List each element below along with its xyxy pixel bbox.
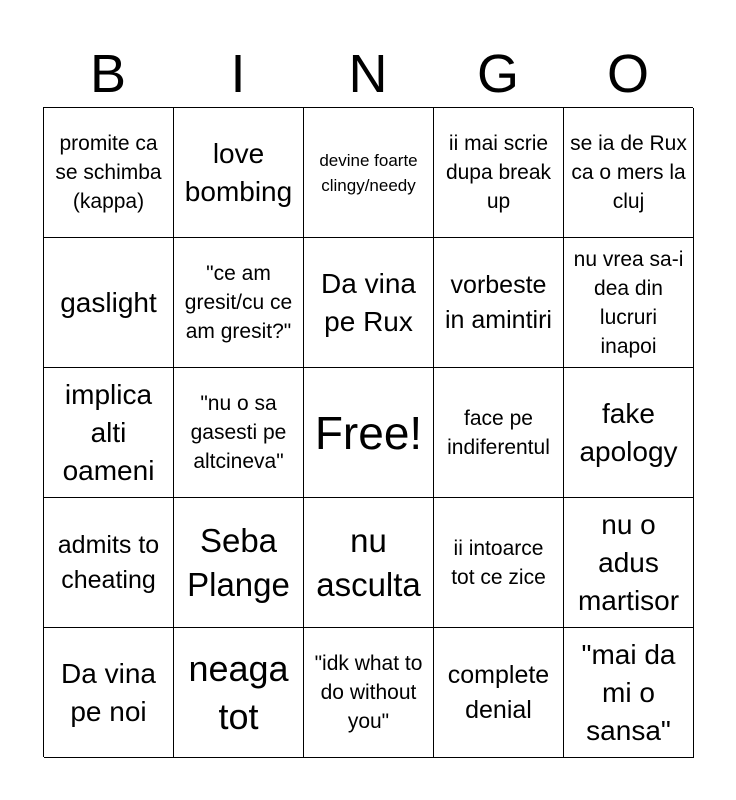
bingo-cell[interactable]: nu o adus martisor — [564, 498, 694, 628]
bingo-cell[interactable]: "idk what to do without you" — [304, 628, 434, 758]
bingo-cell[interactable]: Da vina pe Rux — [304, 238, 434, 368]
header-letter-b: B — [89, 44, 127, 104]
bingo-header — [43, 40, 693, 108]
bingo-cell[interactable]: "ce am gresit/cu ce am gresit?" — [174, 238, 304, 368]
bingo-cell[interactable]: Seba Plange — [174, 498, 304, 628]
bingo-cell[interactable]: devine foarte clingy/needy — [304, 108, 434, 238]
bingo-cell[interactable]: "nu o sa gasesti pe altcineva" — [174, 368, 304, 498]
bingo-cell[interactable]: nu asculta — [304, 498, 434, 628]
bingo-cell[interactable]: gaslight — [44, 238, 174, 368]
bingo-cell[interactable]: admits to cheating — [44, 498, 174, 628]
header-letter-o: O — [606, 44, 649, 104]
bingo-cell[interactable]: Da vina pe noi — [44, 628, 174, 758]
bingo-cell[interactable]: nu vrea sa-i dea din lucruri inapoi — [564, 238, 694, 368]
bingo-cell[interactable]: "mai da mi o sansa" — [564, 628, 694, 758]
bingo-cell[interactable]: complete denial — [434, 628, 564, 758]
bingo-cell[interactable]: ii intoarce tot ce zice — [434, 498, 564, 628]
bingo-cell[interactable]: vorbeste in amintiri — [434, 238, 564, 368]
bingo-cell[interactable]: fake apology — [564, 368, 694, 498]
bingo-cell[interactable]: ii mai scrie dupa break up — [434, 108, 564, 238]
free-space-cell[interactable]: Free! — [304, 368, 434, 498]
bingo-grid — [43, 107, 693, 757]
bingo-cell[interactable]: face pe indiferentul — [434, 368, 564, 498]
bingo-cell[interactable]: love bombing — [174, 108, 304, 238]
header-letter-g: G — [476, 44, 519, 104]
bingo-cell[interactable]: promite ca se schimba (kappa) — [44, 108, 174, 238]
bingo-cell[interactable]: neaga tot — [174, 628, 304, 758]
header-letter-n: N — [348, 44, 388, 104]
header-letter-i: I — [230, 44, 246, 104]
bingo-cell[interactable]: se ia de Rux ca o mers la cluj — [564, 108, 694, 238]
bingo-cell[interactable]: implica alti oameni — [44, 368, 174, 498]
